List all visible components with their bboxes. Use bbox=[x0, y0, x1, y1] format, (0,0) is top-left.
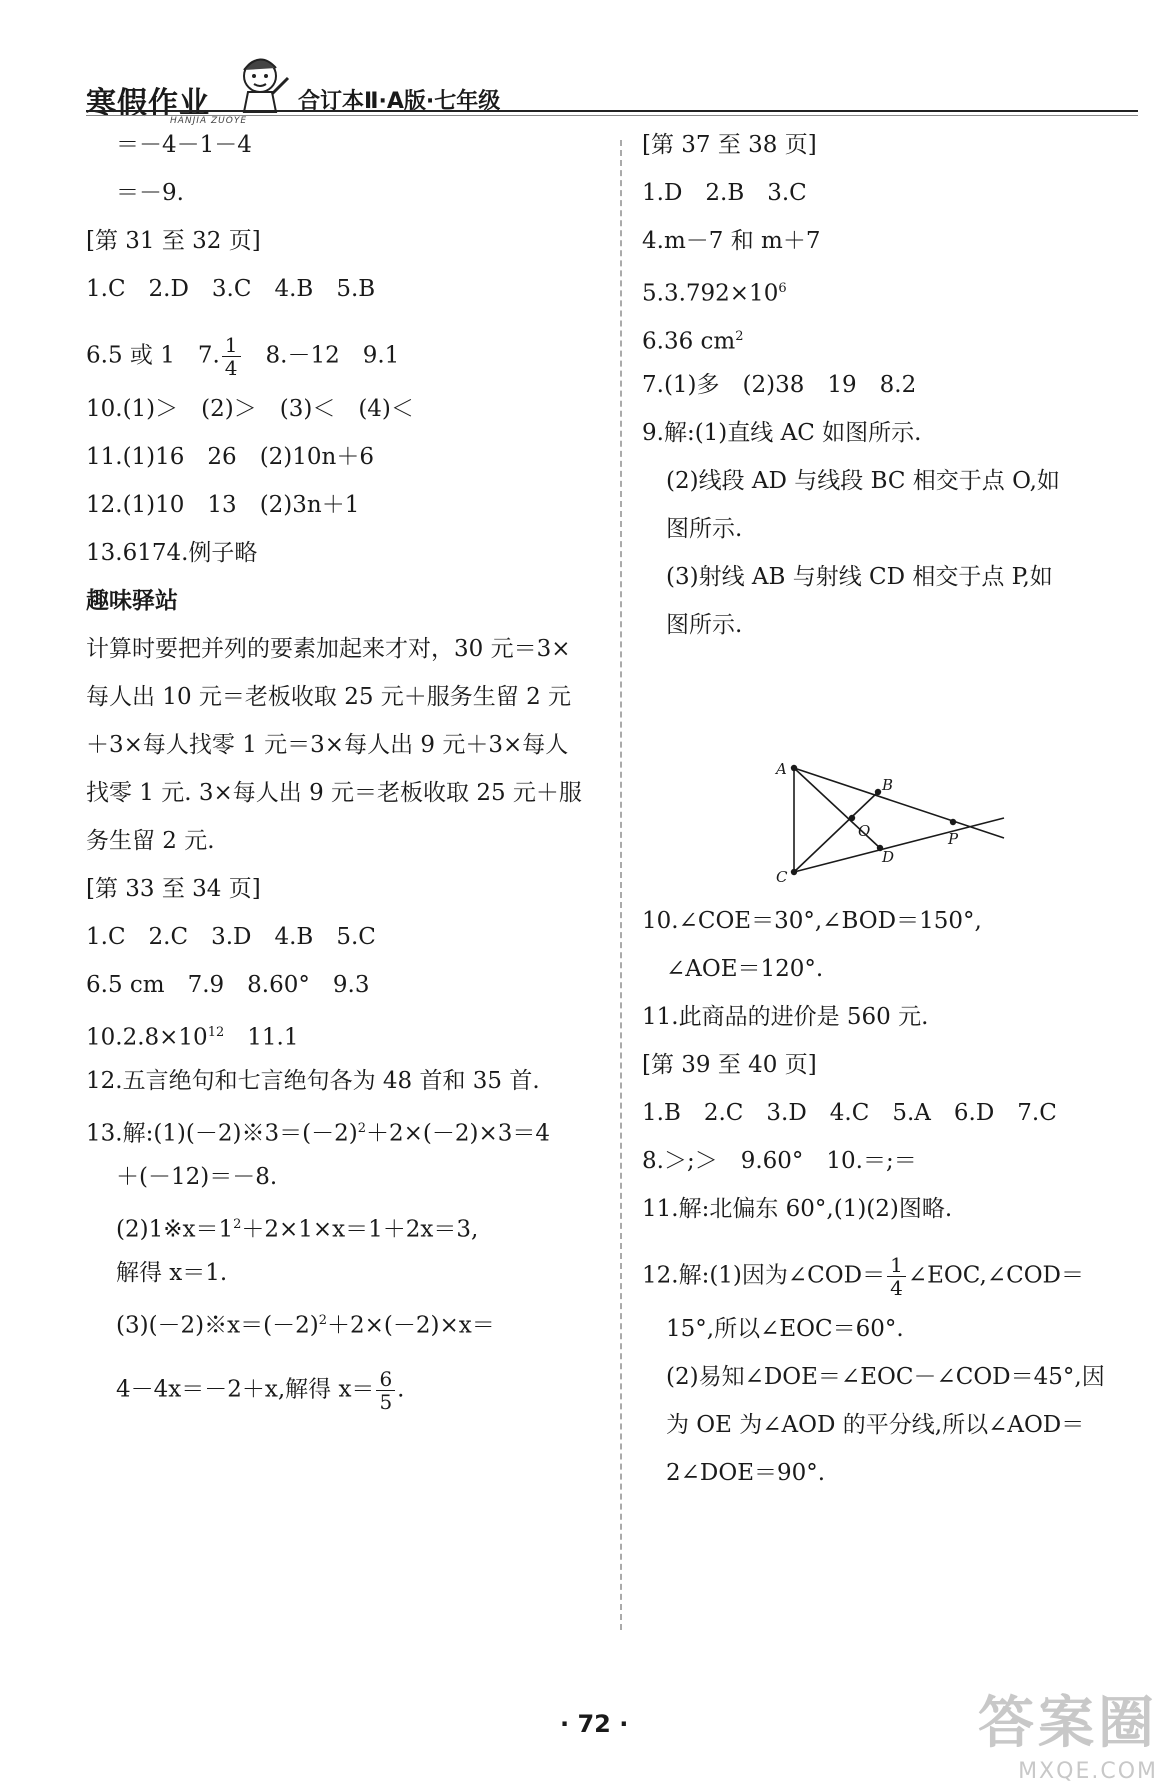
point-b bbox=[875, 789, 881, 795]
label-a: A bbox=[776, 760, 787, 778]
answer-line: $(2)1※x=1^2+2\times 1\times x=1+2x=3$, bbox=[116, 1216, 479, 1243]
answer-line: $(3)(-2)※x=(-2)^2+2\times(-2)\times x=$ bbox=[116, 1312, 495, 1339]
answer-line: 12.解:(1)因为∠COD＝ $\frac{1}{4}$ ∠EOC,∠COD＝ bbox=[642, 1253, 1084, 1300]
text-line: ＝－9. bbox=[116, 180, 184, 206]
point-o bbox=[849, 815, 855, 821]
logo-subtitle: HANJIA ZUOYE bbox=[170, 116, 248, 126]
mascot-icon bbox=[234, 48, 294, 114]
label-p: P bbox=[948, 830, 959, 848]
answer-line: 11.此商品的进价是 560 元. bbox=[642, 1004, 929, 1030]
answer-line: 1.C 2.C 3.D 4.B 5.C bbox=[86, 924, 376, 950]
watermark-title: 答案圈 bbox=[978, 1691, 1158, 1756]
label-c: C bbox=[776, 868, 788, 886]
header-title: 合订本Ⅱ·A版·七年级 bbox=[298, 89, 501, 114]
answer-line: 11.解:北偏东 60°,(1)(2)图略. bbox=[642, 1196, 953, 1222]
section-heading: [第 39 至 40 页] bbox=[642, 1052, 817, 1078]
answer-line: 1.D 2.B 3.C bbox=[642, 180, 807, 206]
answer-line: (2)线段 AD 与线段 BC 相交于点 O,如 bbox=[666, 468, 1060, 494]
answer-line: 9.解:(1)直线 AC 如图所示. bbox=[642, 420, 922, 446]
answer-line: 11.(1)16 26 (2)10n＋6 bbox=[86, 444, 374, 470]
answer-line: 图所示. bbox=[666, 612, 743, 638]
ray-cd bbox=[794, 818, 1004, 872]
geometry-figure bbox=[768, 748, 1028, 888]
answer-line: ∠AOE＝120°. bbox=[666, 956, 824, 982]
answer-line: 13.解$:(1)(-2)※3=(-2)^2+2\times(-2)\times 3=4$ bbox=[86, 1120, 551, 1147]
answer-line: 8.＞;＞ 9.60° 10.＝;＝ bbox=[642, 1148, 917, 1174]
paragraph-line: 每人出 10 元＝老板收取 25 元＋服务生留 2 元 bbox=[86, 684, 572, 710]
ray-ab bbox=[794, 768, 1004, 838]
answer-line: 6.36 $cm^2$ bbox=[642, 328, 744, 355]
fun-title: 趣味驿站 bbox=[86, 588, 178, 614]
answer-line: 图所示. bbox=[666, 516, 743, 542]
text-line: ＝－4－1－4 bbox=[116, 132, 252, 158]
page-number: · 72 · bbox=[560, 1710, 629, 1738]
answer-line: 10.(1)＞ (2)＞ (3)＜ (4)＜ bbox=[86, 396, 414, 422]
answer-line: 2∠DOE＝90°. bbox=[666, 1460, 826, 1486]
answer-line: 4.m－7 和 m＋7 bbox=[642, 228, 821, 254]
answer-line: 1.C 2.D 3.C 4.B 5.B bbox=[86, 276, 376, 302]
column-divider bbox=[620, 140, 622, 1630]
answer-line: $5.3.792\times 10^6$ bbox=[642, 280, 787, 307]
answer-line: (2)易知∠DOE＝∠EOC－∠COD＝45°,因 bbox=[666, 1364, 1105, 1390]
label-d: D bbox=[882, 848, 895, 866]
paragraph-line: 计算时要把并列的要素加起来才对，30 元＝3× bbox=[86, 636, 571, 662]
answer-line: 为 OE 为∠AOD 的平分线,所以∠AOD＝ bbox=[666, 1412, 1085, 1438]
point-a bbox=[791, 765, 797, 771]
point-c bbox=[791, 869, 797, 875]
answer-line: $10.2.8\times 10^{12}$ 11.1 bbox=[86, 1024, 299, 1051]
answer-line: 7.(1)多 (2)38 19 8.2 bbox=[642, 372, 917, 398]
logo-text: 寒假作业 bbox=[86, 86, 210, 121]
section-heading: [第 33 至 34 页] bbox=[86, 876, 261, 902]
answer-line: 解得 x＝1. bbox=[116, 1260, 228, 1286]
answer-line: 6.5 cm 7.9 8.60° 9.3 bbox=[86, 972, 370, 998]
paragraph-line: 找零 1 元. 3×每人出 9 元＝老板收取 25 元＋服 bbox=[86, 780, 582, 806]
point-p bbox=[950, 819, 956, 825]
watermark-url: MXQE.COM bbox=[1018, 1759, 1158, 1784]
answer-line: 12.(1)10 13 (2)3n＋1 bbox=[86, 492, 360, 518]
watermark bbox=[978, 1679, 1158, 1784]
answer-line: 12.五言绝句和七言绝句各为 48 首和 35 首. bbox=[86, 1068, 540, 1094]
fraction: $\frac{1}{4}$ bbox=[887, 1254, 906, 1299]
label-o: O bbox=[858, 822, 871, 840]
header-rule bbox=[86, 110, 1138, 112]
answer-line: (3)射线 AB 与射线 CD 相交于点 P,如 bbox=[666, 564, 1053, 590]
fraction: $\frac{1}{4}$ bbox=[222, 334, 241, 379]
answer-line: 4－4x＝－2＋x,解得 x＝ $\frac{6}{5}$ . bbox=[116, 1367, 405, 1414]
label-b: B bbox=[882, 776, 894, 794]
section-heading: [第 31 至 32 页] bbox=[86, 228, 261, 254]
answer-line: 10.∠COE＝30°,∠BOD＝150°, bbox=[642, 908, 982, 934]
section-heading: [第 37 至 38 页] bbox=[642, 132, 817, 158]
header-rule-thin bbox=[86, 115, 1138, 116]
answer-line: ＋(－12)＝－8. bbox=[116, 1164, 278, 1190]
answer-line: 1.B 2.C 3.D 4.C 5.A 6.D 7.C bbox=[642, 1100, 1057, 1126]
paragraph-line: ＋3×每人找零 1 元＝3×每人出 9 元＋3×每人 bbox=[86, 732, 569, 758]
fraction: $\frac{6}{5}$ bbox=[376, 1368, 395, 1413]
paragraph-line: 务生留 2 元. bbox=[86, 828, 215, 854]
answer-line: 13.6174.例子略 bbox=[86, 540, 258, 566]
answer-line: 6.5 或 1 7. $\frac{1}{4}$ 8.－12 9.1 bbox=[86, 333, 400, 380]
answer-line: 15°,所以∠EOC＝60°. bbox=[666, 1316, 904, 1342]
